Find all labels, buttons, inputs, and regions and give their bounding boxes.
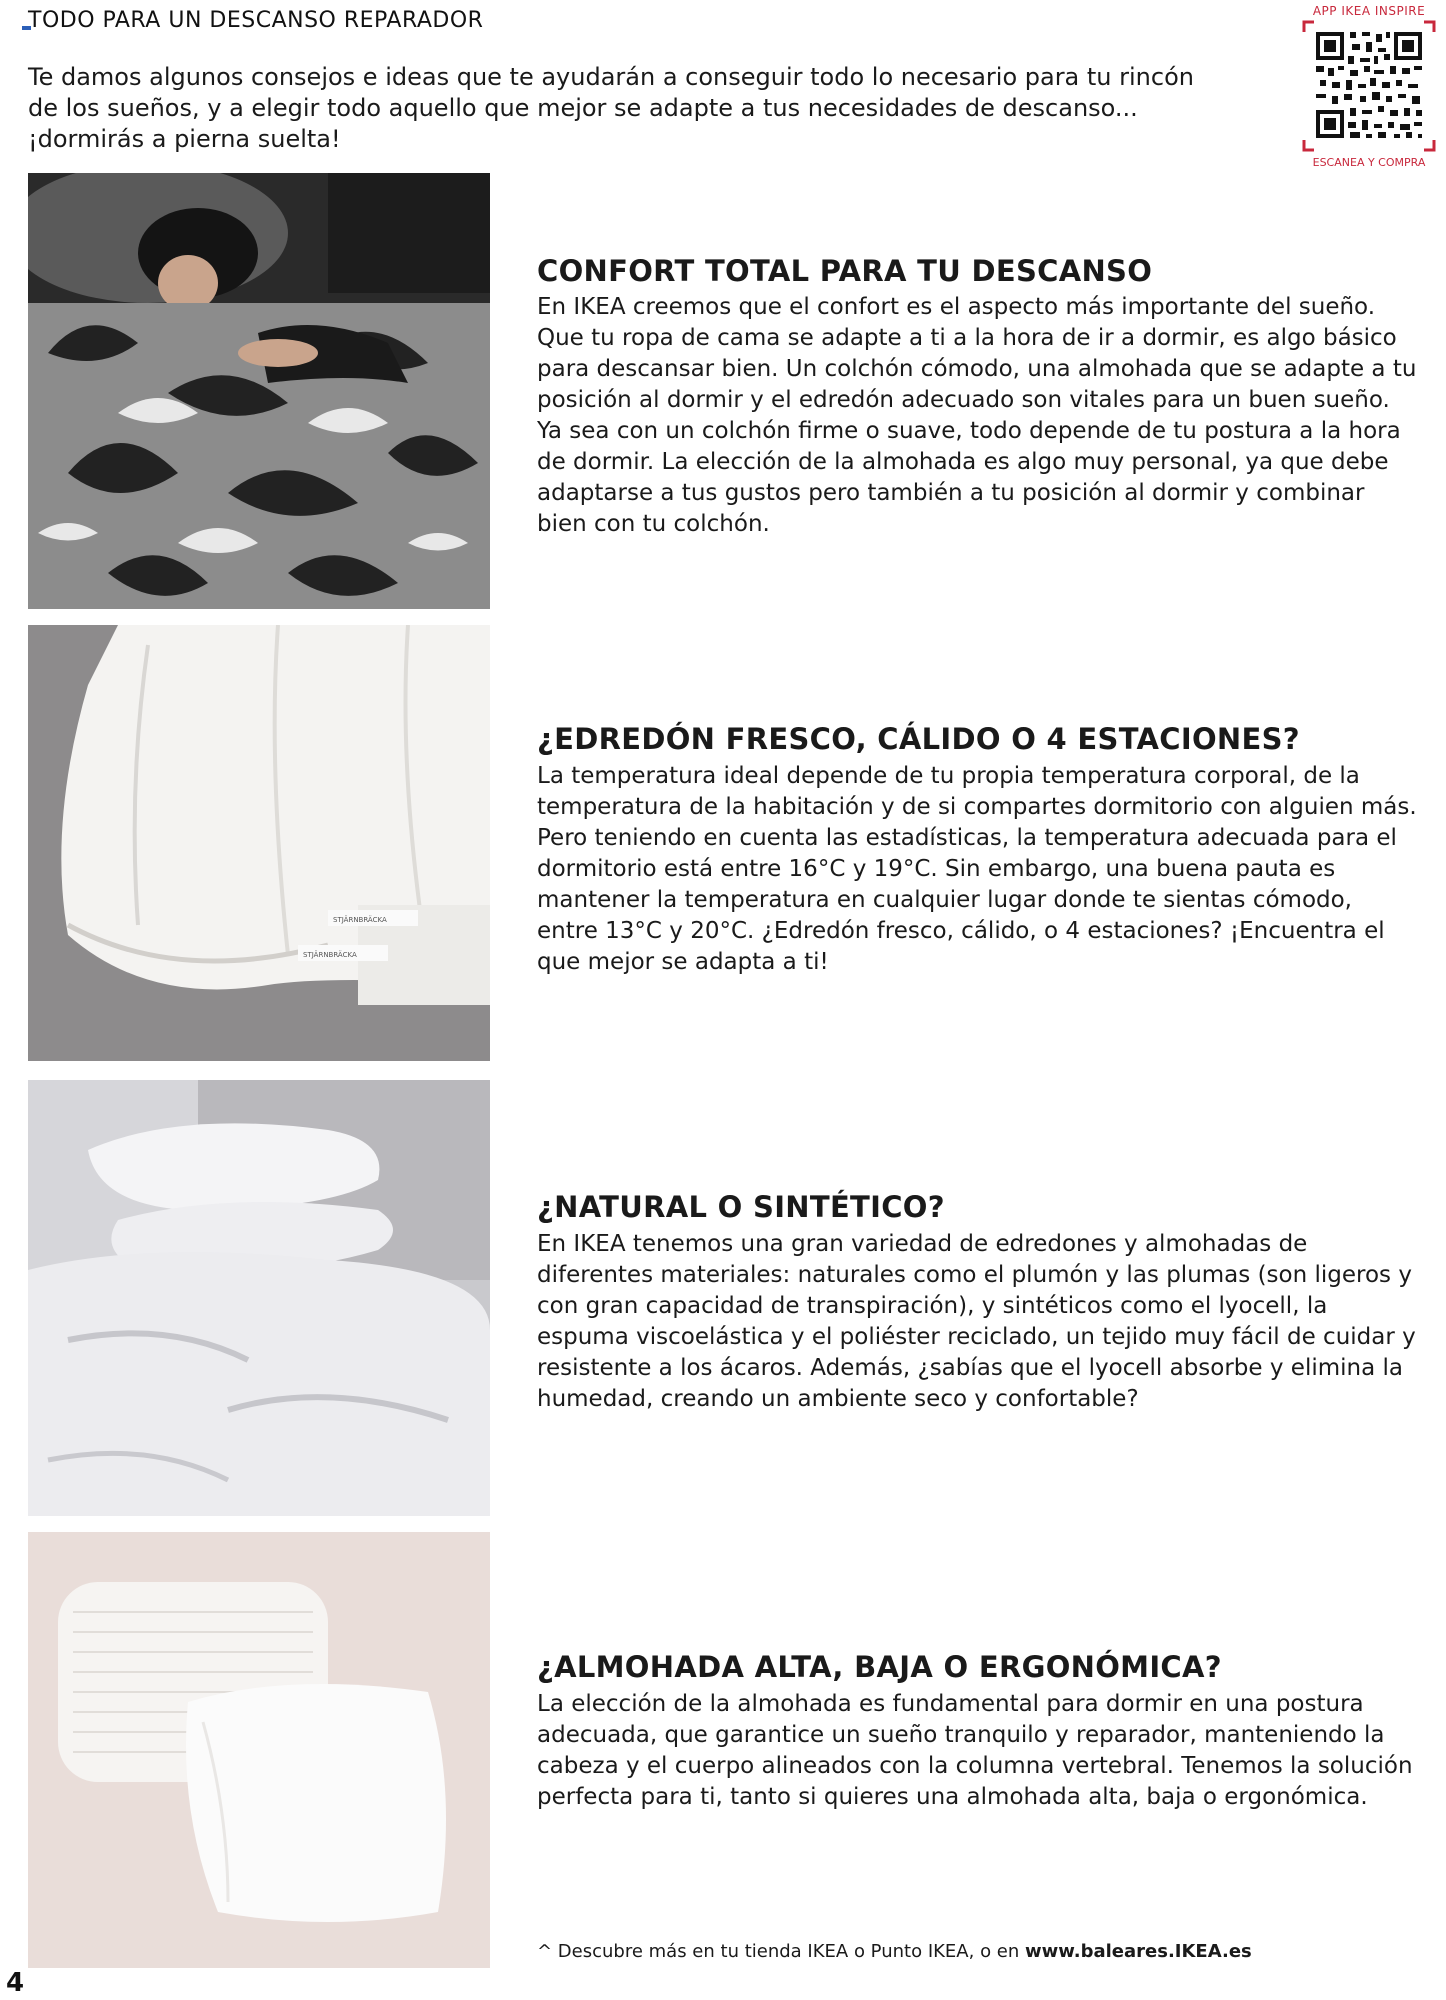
block-text-confort: En IKEA creemos que el confort es el aspecto más importante del sueño. Que tu ropa de cama se adapte a ti a la hora de ir a dormir, es algo básico para descansar bien. Un colchón cómodo, una almohada que se adapte a tu posición al dormir y el edredón adecuado son vitales para un buen sueño. Ya sea con un colchón firme o suave, todo depende de tu postura a la hora de dormir. La elección de la almohada es algo muy personal, ya que debe adaptarse a tus gustos pero también a tu posición al dormir y combinar bien con tu colchón. bbox=[537, 294, 1417, 537]
duvet-tag-label: STJÄRNBRÄCKA bbox=[333, 916, 387, 924]
photo-sleeping-woman bbox=[28, 173, 490, 609]
block-title-natural: ¿NATURAL O SINTÉTICO? bbox=[537, 1190, 945, 1224]
intro-paragraph: Te damos algunos consejos e ideas que te ayudarán a conseguir todo lo necesario para tu rincón de los sueños, y a elegir todo aquello que mejor se adapte a tus necesidades de descanso... ¡dormirás a pierna suelta! bbox=[28, 63, 1194, 153]
photo-ergonomic-pillow bbox=[28, 1532, 490, 1968]
qr-code[interactable] bbox=[1302, 4, 1436, 172]
block-text-almohada: La elección de la almohada es fundamental para dormir en una postura adecuada, que garantice un sueño tranquilo y reparador, manteniendo la cabeza y el cuerpo alineados con la columna vertebral. Tenemos la solución perfecta para ti, tanto si quieres una almohada alta, baja o ergonómica. bbox=[537, 1691, 1413, 1810]
footer-store-link[interactable]: www.baleares.IKEA.es bbox=[1025, 1941, 1252, 1962]
footer-note-prefix: ^ Descubre más en tu tienda IKEA o Punto IKEA, o en bbox=[537, 1941, 1026, 1962]
photo-duvet bbox=[28, 625, 490, 1061]
block-title-edredon: ¿EDREDÓN FRESCO, CÁLIDO O 4 ESTACIONES? bbox=[537, 722, 1300, 756]
duvet-tag-label-2: STJÄRNBRÄCKA bbox=[303, 951, 357, 959]
section-title: TODO PARA UN DESCANSO REPARADOR bbox=[28, 8, 484, 33]
footer-note bbox=[537, 1941, 1252, 1962]
photo-pillows bbox=[28, 1080, 490, 1516]
block-title-confort: CONFORT TOTAL PARA TU DESCANSO bbox=[537, 254, 1153, 288]
qr-top-label: APP IKEA INSPIRE bbox=[1312, 4, 1426, 18]
block-text-edredon: La temperatura ideal depende de tu propia temperatura corporal, de la temperatura de la habitación y de si compartes dormitorio con alguien más. Pero teniendo en cuenta las estadísticas, la temperatura adecuada para el dormitorio está entre 16°C y 19°C. Sin embargo, una buena pauta es mantener la temperatura en cualquier lugar donde te sientas cómodo, entre 13°C y 20°C. ¿Edredón fresco, cálido, o 4 estaciones? ¡Encuentra el que mejor se adapta a ti! bbox=[537, 763, 1417, 975]
qr-bottom-label: ESCANEA Y COMPRA bbox=[1312, 156, 1426, 169]
block-text-natural: En IKEA tenemos una gran variedad de edredones y almohadas de diferentes materiales: naturales como el plumón y las plumas (son ligeros y con gran capacidad de transpiración), y sintéticos como el lyocell, la espuma viscoelástica y el poliéster reciclado, un tejido muy fácil de cuidar y resistente a los ácaros. Además, ¿sabías que el lyocell absorbe y elimina la humedad, creando un ambiente seco y confortable? bbox=[537, 1231, 1416, 1412]
page-number: 4 bbox=[6, 1968, 25, 1998]
qr-code-block[interactable] bbox=[1302, 4, 1436, 172]
block-title-almohada: ¿ALMOHADA ALTA, BAJA O ERGONÓMICA? bbox=[537, 1650, 1222, 1684]
